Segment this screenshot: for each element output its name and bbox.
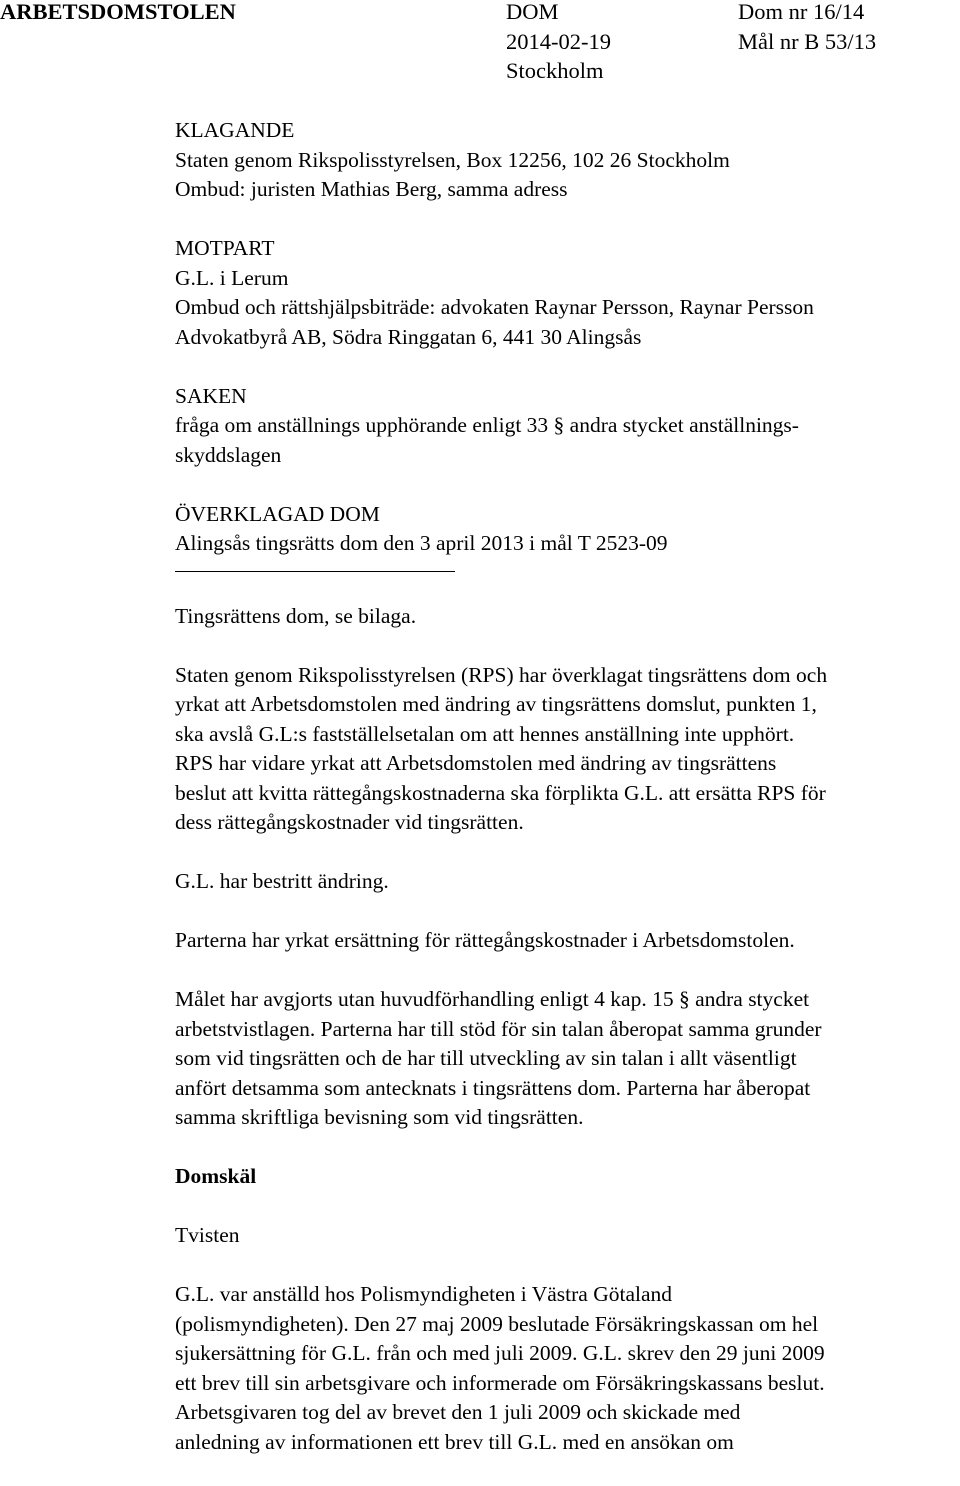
document-type: DOM: [506, 0, 559, 24]
klagande-heading: KLAGANDE: [175, 118, 295, 142]
klagande-line: Ombud: juristen Mathias Berg, samma adress: [175, 177, 568, 201]
overklagad-dom-heading: ÖVERKLAGAD DOM: [175, 501, 380, 526]
saken-heading: SAKEN: [175, 383, 247, 408]
paragraph-line: beslut att kvitta rättegångskostnaderna ska förplikta G.L. att ersätta RPS för: [175, 780, 826, 805]
saken-section: [175, 382, 955, 471]
paragraph-line: RPS har vidare yrkat att Arbetsdomstolen med ändring av tingsrättens: [175, 751, 777, 775]
judgment-number: Dom nr 16/14: [738, 0, 865, 24]
paragraph-line: yrkat att Arbetsdomstolen med ändring av tingsrättens domslut, punkten 1,: [175, 692, 817, 716]
motpart-section: [175, 234, 955, 352]
judgment-place: Stockholm: [506, 58, 604, 83]
motpart-line: Advokatbyrå AB, Södra Ringgatan 6, 441 30 Alingsås: [175, 324, 642, 349]
paragraph-line: ett brev till sin arbetsgivare och informerade om Försäkringskassans beslut.: [175, 1370, 825, 1395]
paragraph-line: ska avslå G.L:s fastställelsetalan om att hennes anställning inte upphört.: [175, 721, 795, 746]
motpart-heading: MOTPART: [175, 236, 275, 260]
paragraph-line: Målet har avgjorts utan huvudförhandling enligt 4 kap. 15 § andra stycket: [175, 987, 810, 1011]
paragraph-line: anledning av informationen ett brev till G.L. med en ansökan om: [175, 1429, 734, 1454]
paragraph-line: anfört detsamma som antecknats i tingsrättens dom. Parterna har åberopat: [175, 1075, 811, 1100]
judgment-date: 2014-02-19: [506, 29, 611, 54]
document-body: [175, 116, 955, 1457]
paragraph-ersattning: [175, 926, 955, 956]
paragraph-line: Tingsrättens dom, se bilaga.: [175, 603, 417, 628]
saken-line: skyddslagen: [175, 442, 282, 467]
tvisten-heading: Tvisten: [175, 1223, 240, 1247]
paragraph-line: Arbetsgivaren tog del av brevet den 1 juli 2009 och skickade med: [175, 1400, 741, 1424]
paragraph-line: Staten genom Rikspolisstyrelsen (RPS) har överklagat tingsrättens dom och: [175, 662, 828, 687]
paragraph-line: som vid tingsrätten och de har till utveckling av sin talan i allt väsentligt: [175, 1046, 797, 1070]
paragraph-line: dess rättegångskostnader vid tingsrätten.: [175, 810, 524, 834]
paragraph-line: samma skriftliga bevisning som vid tingsrätten.: [175, 1105, 584, 1129]
paragraph-line: (polismyndigheten). Den 27 maj 2009 beslutade Försäkringskassan om hel: [175, 1311, 819, 1336]
paragraph-line: Parterna har yrkat ersättning för rättegångskostnader i Arbetsdomstolen.: [175, 928, 795, 952]
klagande-section: [175, 116, 955, 205]
case-number: Mål nr B 53/13: [738, 29, 877, 54]
paragraph-line: sjukersättning för G.L. från och med juli 2009. G.L. skrev den 29 juni 2009: [175, 1341, 825, 1365]
paragraph-anstalld: [175, 1280, 955, 1457]
motpart-line: G.L. i Lerum: [175, 265, 289, 290]
overklagad-dom-section: [175, 500, 955, 572]
overklagad-dom-line: Alingsås tingsrätts dom den 3 april 2013 i mål T 2523-09: [175, 531, 668, 555]
saken-line: fråga om anställnings upphörande enligt 33 § andra stycket anställnings-: [175, 413, 799, 437]
domskal-heading: Domskäl: [175, 1164, 257, 1188]
paragraph-bestritt: [175, 867, 955, 897]
paragraph-avgjorts: [175, 985, 955, 1133]
paragraph-overklagande: [175, 661, 955, 838]
klagande-line: Staten genom Rikspolisstyrelsen, Box 12256, 102 26 Stockholm: [175, 147, 730, 172]
court-name: ARBETSDOMSTOLEN: [0, 0, 236, 24]
paragraph-line: arbetstvistlagen. Parterna har till stöd för sin talan åberopat samma grunder: [175, 1016, 822, 1041]
motpart-line: Ombud och rättshjälpsbiträde: advokaten Raynar Persson, Raynar Persson: [175, 295, 814, 319]
paragraph-line: G.L. har bestritt ändring.: [175, 869, 389, 893]
separator-rule: [175, 571, 455, 572]
paragraph-bilaga: [175, 602, 955, 632]
paragraph-line: G.L. var anställd hos Polismyndigheten i Västra Götaland: [175, 1282, 673, 1306]
